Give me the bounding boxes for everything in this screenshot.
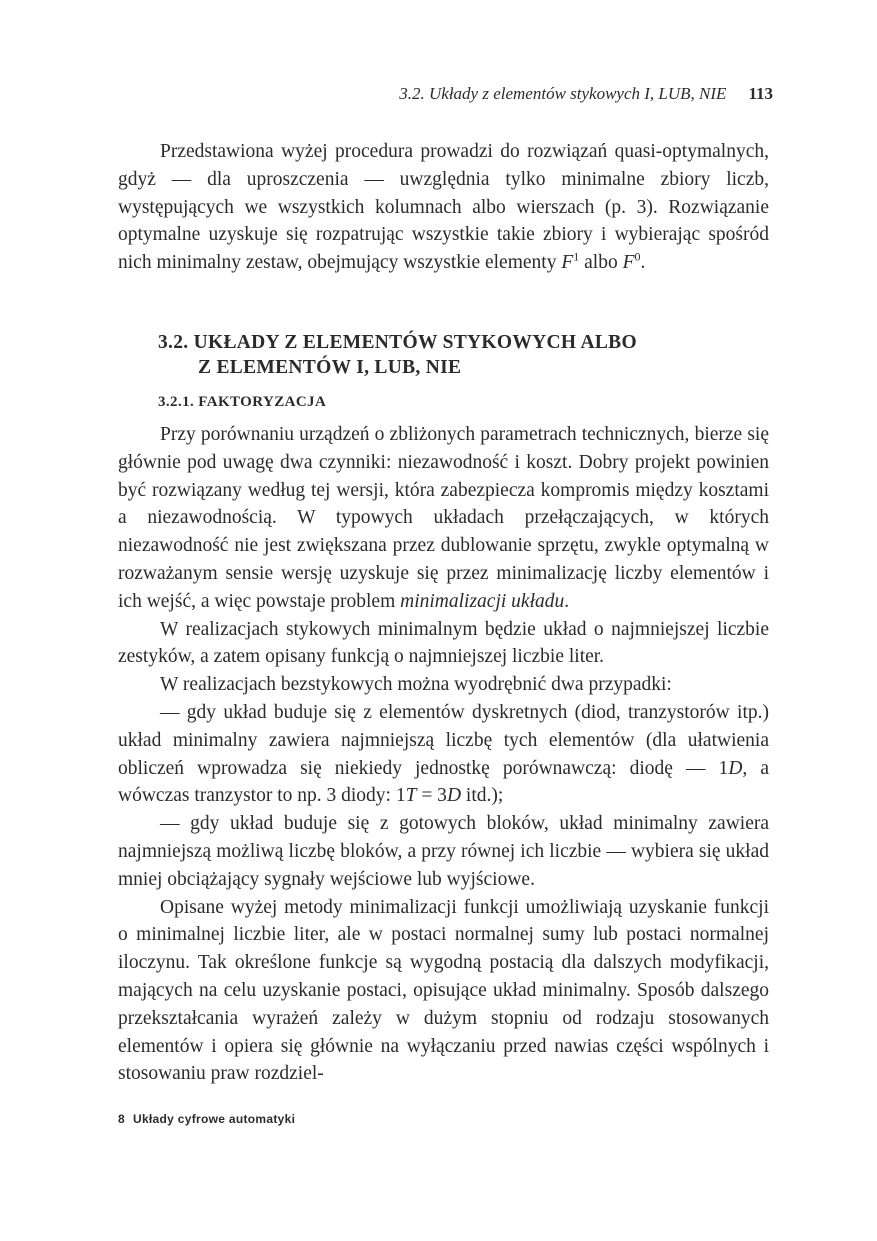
superscript-0: 0 <box>634 249 641 264</box>
section-heading <box>158 330 758 380</box>
paragraph-4: Opisane wyżej metody minimalizacji funkcji umożliwiają uzyskanie funkcji o minimalnej liczbie liter, ale w postaci normalnej sumy lub postaci normalnej iloczynu. Tak określone funkcje są wygodną postacią dla dalszych modyfikacji, mających na celu uzyskanie postaci, opisujące układ minimalny. Sposób dalszego przekształcania wyrażeń zależy w dużym stopniu od rodzaju stosowanych elementów i opiera się głównie na wyłączaniu przed nawias części wspólnych i stosowaniu praw rozdziel- <box>118 896 769 1085</box>
running-header-title: 3.2. Układy z elementów stykowych I, LUB, NIE <box>399 84 727 103</box>
dash-item-1-end: itd.); <box>461 785 504 807</box>
subsection-heading: 3.2.1. FAKTORYZACJA <box>158 394 327 410</box>
paragraph-3: W realizacjach bezstykowych można wyodrębnić dwa przypadki: <box>160 674 672 696</box>
dash-item-1-text: — gdy układ buduje się z elementów dyskretnych (diod, tranzystorów itp.) układ minimalny zawiera najmniejszą liczbę tych elementów (dla ułatwienia obliczeń wprowadza się niekiedy jednostkę porównawczą: diodę — 1 <box>118 701 769 779</box>
footer-book-title: Układy cyfrowe automatyki <box>132 1112 296 1126</box>
intro-paragraph-block <box>118 138 769 277</box>
symbol-f: F <box>561 252 574 274</box>
emphasis-term: minimalizacji układu <box>400 590 565 612</box>
page-number: 113 <box>748 84 773 103</box>
printer-signature: 8 <box>118 1112 125 1126</box>
intro-text-end: . <box>640 252 646 274</box>
dash-item-1 <box>118 699 769 810</box>
superscript-1: 1 <box>573 249 580 264</box>
page-footer <box>118 1112 295 1126</box>
paragraph-1 <box>118 421 769 616</box>
dash-item-2: — gdy układ buduje się z gotowych bloków, układ minimalny zawiera najmniejszą możliwą liczbę bloków, a przy równej ich liczbie — wybiera się układ mniej obciążający sygnały wejściowe lub wyjściowe. <box>118 813 769 890</box>
paragraph-1-end: . <box>564 590 570 612</box>
section-heading-line-1: 3.2. UKŁADY Z ELEMENTÓW STYKOWYCH ALBO <box>158 332 637 353</box>
running-header <box>118 84 773 112</box>
body-text <box>118 421 769 1088</box>
symbol-f: F <box>622 252 635 274</box>
intro-text: Przedstawiona wyżej procedura prowadzi do rozwiązań quasi-optymalnych, gdyż — dla uproszczenia — uwzględnia tylko minimalne zbiory liczb, występujących we wszystkich kolumnach albo wierszach (p. 3). Rozwiązanie optymalne uzyskuje się rozpatrując wszystkie takie zbiory i wybierając spośród nich minimalny zestaw, obejmujący wszystkie elementy <box>118 141 769 274</box>
dash-item-1-mid: , a wówczas tranzystor to np. 3 diody: 1 <box>118 757 770 807</box>
section-heading-line-2: Z ELEMENTÓW I, LUB, NIE <box>198 357 462 378</box>
dash-item-1-eq: = 3 <box>416 785 447 807</box>
paragraph-1-text: Przy porównaniu urządzeń o zbliżonych parametrach technicznych, bierze się głównie pod uwagę dwa czynniki: niezawodność i koszt. Dobry projekt powinien być rozwiązany według tej wersji, która zabezpiecza kompromis między kosztami a niezawodnością. W typowych układach przełączających, w których niezawodność nie jest zwiększana przez dublowanie sprzętu, zwykle optymalną w rozważanym sensie wersję uzyskuje się przez minimalizację liczby elementów i ich wejść, a więc powstaje problem <box>118 424 769 612</box>
symbol-d: D <box>446 785 462 807</box>
intro-text-albo: albo <box>579 252 623 274</box>
symbol-d: D <box>728 757 743 779</box>
symbol-t: T <box>405 785 417 807</box>
paragraph-2: W realizacjach stykowych minimalnym będzie układ o najmniejszej liczbie zestyków, a zatem opisany funkcją o najmniejszej liczbie liter. <box>118 618 769 668</box>
intro-paragraph <box>118 138 769 277</box>
